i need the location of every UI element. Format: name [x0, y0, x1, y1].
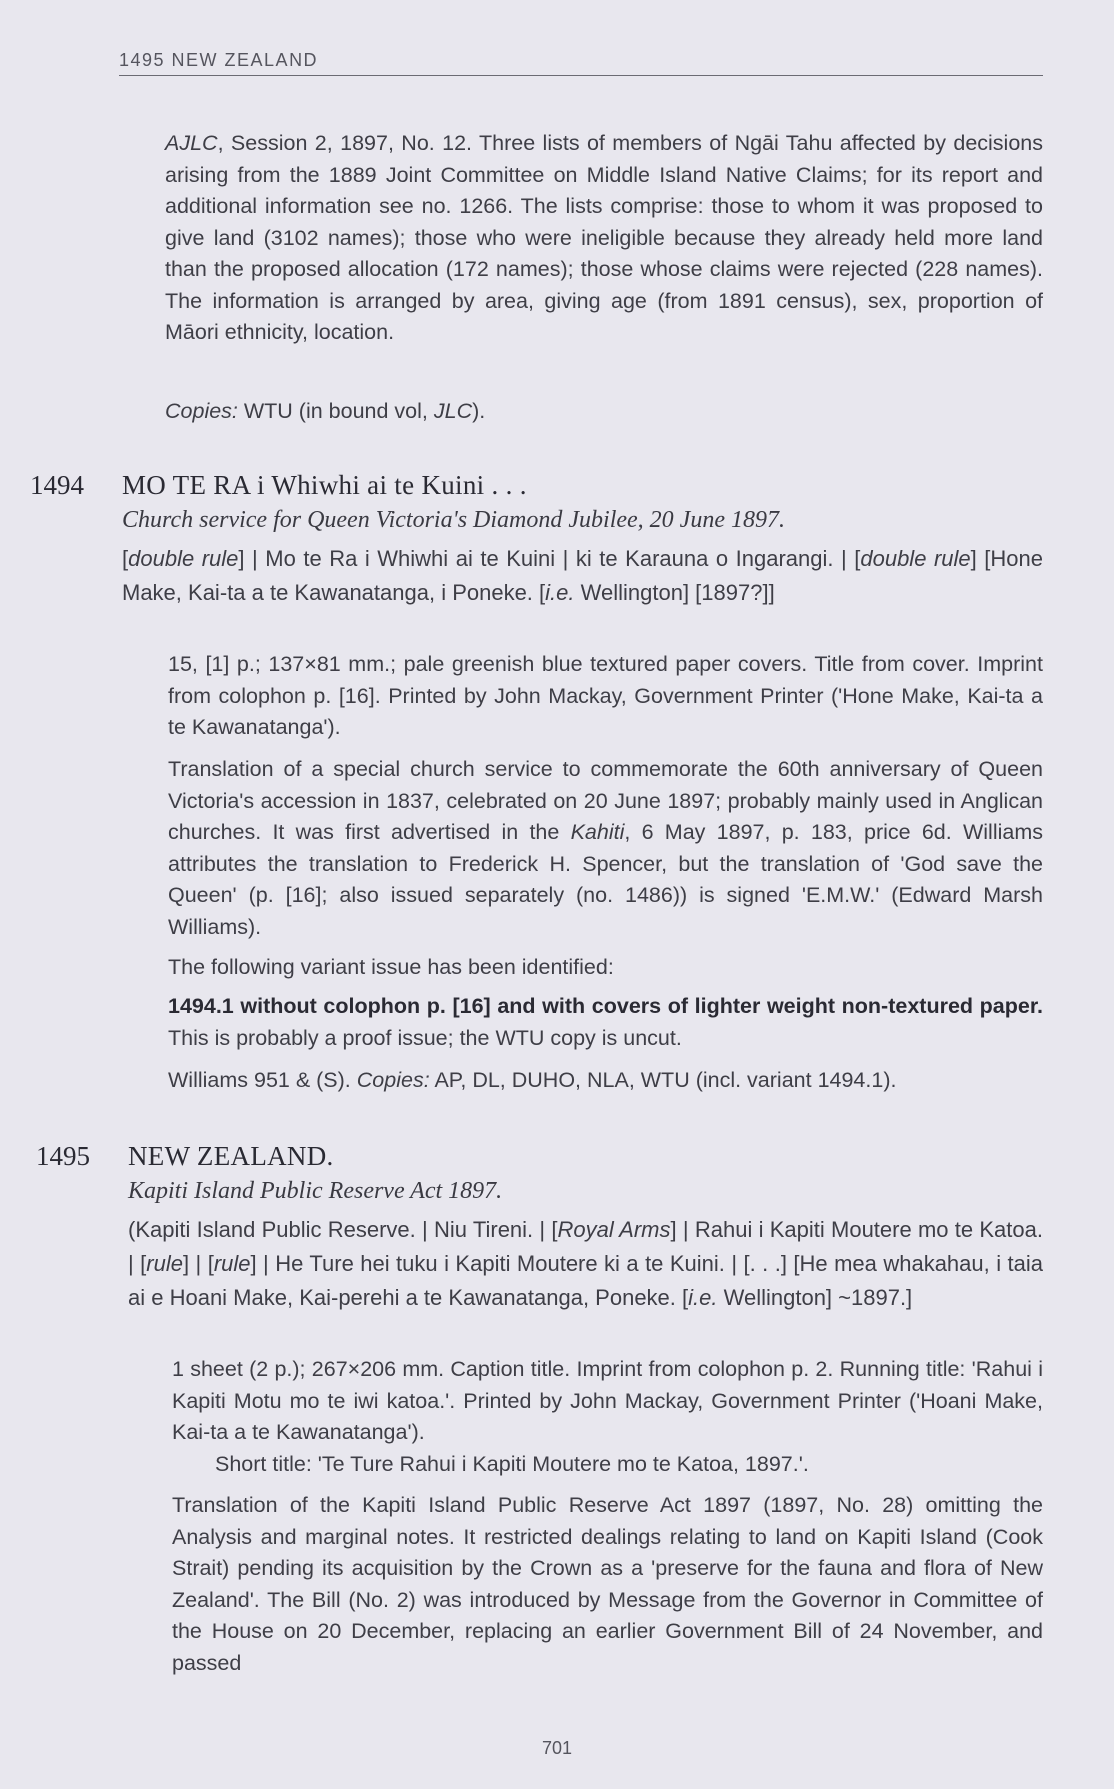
rule-note: double rule [128, 546, 239, 571]
variant-intro: The following variant issue has been identified: [168, 955, 614, 979]
references [168, 1065, 1043, 1097]
transcription-text: Wellington] [1897?]] [574, 580, 775, 605]
royal-arms-note: Royal Arms [557, 1217, 671, 1242]
transcription-text: (Kapiti Island Public Reserve. | Niu Tireni. | [ [128, 1217, 558, 1242]
ie-note: i.e. [688, 1285, 718, 1310]
refs-text: AP, DL, DUHO, NLA, WTU (incl. variant 1494.1). [429, 1068, 897, 1092]
short-title: Short title: 'Te Ture Rahui i Kapiti Moutere mo te Katoa, 1897.'. [215, 1452, 809, 1476]
rule-note: rule [213, 1251, 251, 1276]
transcription-text: Wellington] ~1897.] [717, 1285, 913, 1310]
transcription-text: ] [Hone Make, Kai-ta a te Kawanatanga, i Poneke. [ [122, 546, 1043, 605]
prev-entry-text: , Session 2, 1897, No. 12. Three lists of members of Ngāi Tahu affected by decisions arising from the 1889 Joint Committee on Middle Island Native Claims; for its report and additional information see no. 1266. The lists comprise: those to whom it was proposed to give land (3102 names); those who were ineligible because they already held more land than the proposed allocation (172 names); those whose claims were rejected (228 names). The information is arranged by area, giving age (from 1891 census), sex, proportion of Māori ethnicity, location. [165, 131, 1043, 344]
note-text: Translation of a special church service to commemorate the 60th anniversary of Queen Victoria's accession in 1837, celebrated on 20 June 1897; probably mainly used in Anglican churches. It was first advertised in the [168, 757, 1043, 844]
refs-text: Williams 951 & (S). [168, 1068, 357, 1092]
entry-transcription [128, 1213, 1043, 1315]
copies-text: WTU (in bound vol, [237, 399, 434, 423]
variant-description [168, 991, 1043, 1054]
copies-label: Copies: [165, 399, 238, 423]
copies-label: Copies: [356, 1068, 430, 1092]
transcription-text: ] | He Ture hei tuku i Kapiti Moutere ki a te Kuini. | [. . .] [He mea whakahau, i taia ai e Hoani Make, Kai-perehi a te Kawanatanga, Poneke. [ [128, 1251, 1043, 1310]
entry-subtitle: Kapiti Island Public Reserve Act 1897. [128, 1178, 503, 1204]
physical-description: 15, [1] p.; 137×81 mm.; pale greenish blue textured paper covers. Title from cover. Imprint from colophon p. [16]. Printed by John Mackay, Government Printer ('Hone Make, Kai-ta a te Kawanatanga'). [168, 652, 1043, 739]
entry-heading: NEW ZEALAND. [128, 1141, 334, 1171]
entry-subtitle: Church service for Queen Victoria's Diamond Jubilee, 20 June 1897. [122, 507, 785, 533]
transcription-text: ] | [ [182, 1251, 214, 1276]
variant-bold: 1494.1 without colophon p. [16] and with covers of lighter weight non-textured paper. [168, 994, 1043, 1018]
transcription-text: ] | Rahui i Kapiti Moutere mo te Katoa. | [ [128, 1217, 1043, 1276]
entry-number: 1494 [30, 470, 84, 500]
physical-description: 1 sheet (2 p.); 267×206 mm. Caption title. Imprint from colophon p. 2. Running title: 'Rahui i Kapiti Motu mo te iwi katoa.'. Printed by John Mackay, Government Printer ('Hoani Make, Kai-ta a te Kawanatanga'). [172, 1357, 1043, 1444]
ie-note: i.e. [545, 580, 575, 605]
running-head: 1495 NEW ZEALAND [119, 50, 1043, 76]
note-text: , 6 May 1897, p. 183, price 6d. Williams attributes the translation to Frederick H. Spencer, but the translation of 'God save the Queen' (p. [16]; also issued separately (no. 1486)) is signed 'E.M.W.' (Edward Marsh Williams). [168, 820, 1043, 939]
rule-note: rule [146, 1251, 183, 1276]
variant-text: This is probably a proof issue; the WTU copy is uncut. [168, 1025, 682, 1050]
note-ital: Kahiti [570, 820, 625, 844]
copies-end: ). [472, 399, 486, 423]
translation-note [168, 754, 1043, 943]
entry-transcription: [double rule] | Mo te Ra i Whiwhi ai te Kuini | ki te Karauna o Ingarangi. | [double rule] [Hone Make, Kai-ta a te Kawanatanga, i Poneke. [i.e. Wellington] [1897?]] [122, 546, 1043, 605]
rule-note: double rule [860, 546, 971, 571]
entry-heading: MO TE RA i Whiwhi ai te Kuini . . . [122, 470, 527, 500]
page-number: 701 [541, 1738, 573, 1758]
prev-entry-description [165, 128, 1043, 349]
transcription-text: ] | Mo te Ra i Whiwhi ai te Kuini | ki te Karauna o Ingarangi. | [ [238, 546, 861, 571]
prev-entry-copies [165, 396, 1043, 428]
copies-ital: JLC [433, 399, 473, 423]
prev-entry-ref: AJLC [165, 131, 218, 155]
entry-number: 1495 [36, 1141, 90, 1171]
translation-note: Translation of the Kapiti Island Public Reserve Act 1897 (1897, No. 28) omitting the Analysis and marginal notes. It restricted dealings relating to land on Kapiti Island (Cook Strait) pending its acquisition by the Crown as a 'preserve for the fauna and flora of New Zealand'. The Bill (No. 2) was introduced by Message from the Governor in Committee of the House on 20 December, replacing an earlier Government Bill of 24 November, and passed [172, 1493, 1043, 1675]
